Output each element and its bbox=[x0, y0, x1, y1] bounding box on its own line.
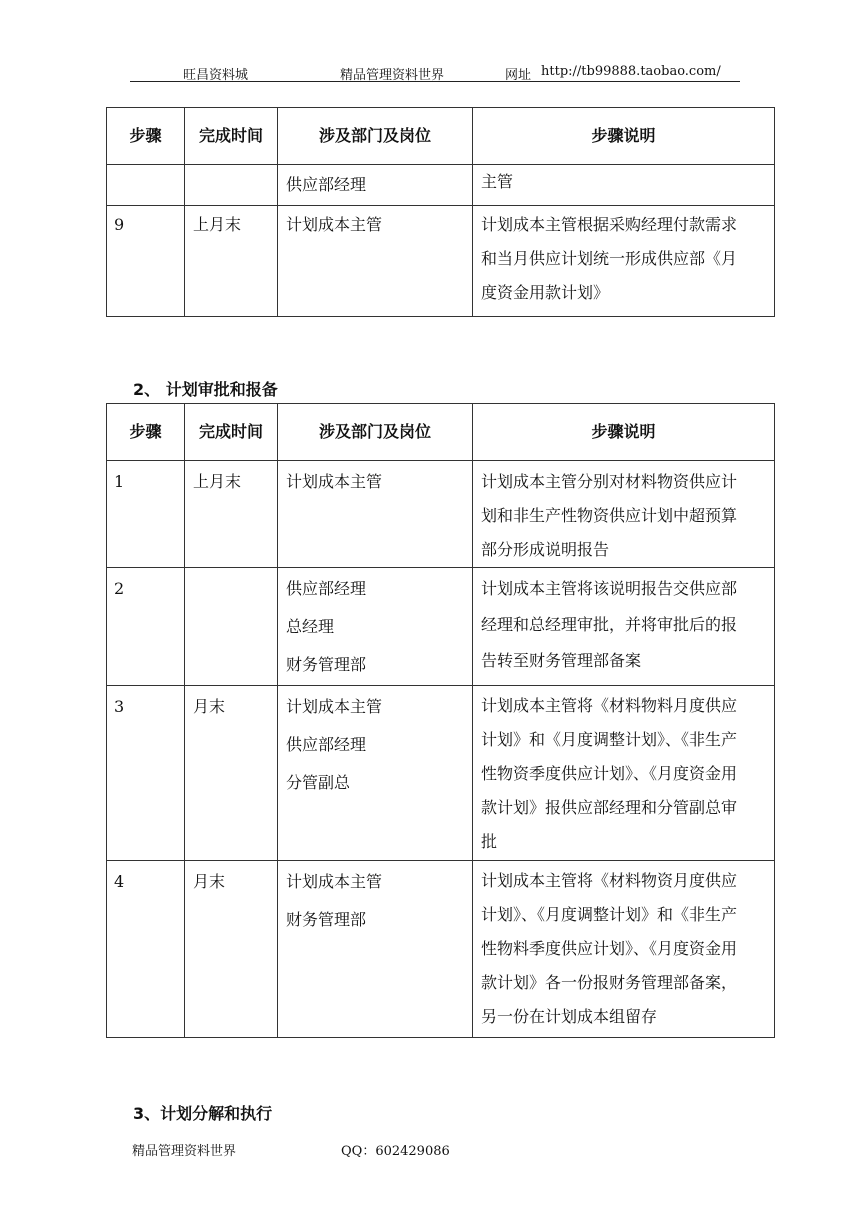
dept-line: 总经理 bbox=[286, 617, 335, 636]
desc-line: 计划》、《月度调整计划》和《非生产 bbox=[481, 905, 738, 924]
dept-line: 分管副总 bbox=[286, 773, 351, 792]
desc-line: 款计划》报供应部经理和分管副总审 bbox=[481, 798, 738, 817]
cell-dept bbox=[278, 568, 473, 686]
cell-dept bbox=[278, 861, 473, 1038]
cell-desc bbox=[473, 165, 775, 206]
desc-line: 部分形成说明报告 bbox=[481, 540, 610, 559]
cell-dept bbox=[278, 206, 473, 317]
cell-desc bbox=[473, 461, 775, 568]
cell-time bbox=[185, 568, 278, 686]
table-row bbox=[107, 861, 775, 1038]
header-rule bbox=[130, 81, 740, 82]
cell-time: 上月末 bbox=[185, 206, 278, 317]
cell-dept bbox=[278, 165, 473, 206]
col-header-step: 步骤 bbox=[107, 404, 185, 461]
desc-line: 性物料季度供应计划》、《月度资金用 bbox=[481, 939, 738, 958]
desc-line: 度资金用款计划》 bbox=[481, 283, 610, 302]
desc-line: 另一份在计划成本组留存 bbox=[481, 1007, 658, 1026]
cell-dept bbox=[278, 461, 473, 568]
cell-step: 3 bbox=[107, 686, 185, 861]
cell-time: 上月末 bbox=[185, 461, 278, 568]
cell-dept bbox=[278, 686, 473, 861]
col-header-time: 完成时间 bbox=[185, 108, 278, 165]
cell-time bbox=[185, 165, 278, 206]
dept-line: 供应部经理 bbox=[286, 579, 367, 598]
col-header-dept: 涉及部门及岗位 bbox=[278, 404, 473, 461]
header-url-label: 网址 bbox=[505, 68, 532, 83]
table-row bbox=[107, 568, 775, 686]
cell-time: 月末 bbox=[185, 861, 278, 1038]
section-3-title: 3、计划分解和执行 bbox=[133, 1104, 273, 1123]
table-row bbox=[107, 206, 775, 317]
footer-qq: QQ：602429086 bbox=[341, 1144, 450, 1159]
cell-time: 月末 bbox=[185, 686, 278, 861]
dept-line: 计划成本主管 bbox=[286, 872, 383, 891]
dept-line: 财务管理部 bbox=[286, 655, 367, 674]
dept-line: 供应部经理 bbox=[286, 175, 367, 194]
col-header-step: 步骤 bbox=[107, 108, 185, 165]
header-shop-name: 旺昌资料城 bbox=[183, 68, 249, 83]
page-footer bbox=[0, 1140, 868, 1158]
desc-line: 计划成本主管将该说明报告交供应部 bbox=[481, 579, 738, 598]
desc-line: 告转至财务管理部备案 bbox=[481, 651, 642, 670]
cell-desc bbox=[473, 686, 775, 861]
cell-step: 2 bbox=[107, 568, 185, 686]
desc-line: 计划成本主管将《材料物料月度供应 bbox=[481, 696, 738, 715]
desc-line: 和当月供应计划统一形成供应部《月 bbox=[481, 249, 738, 268]
desc-line: 经理和总经理审批，并将审批后的报 bbox=[481, 615, 738, 634]
cell-desc bbox=[473, 861, 775, 1038]
col-header-dept: 涉及部门及岗位 bbox=[278, 108, 473, 165]
table-approval bbox=[106, 403, 775, 1038]
desc-line: 主管 bbox=[481, 172, 514, 191]
cell-step: 4 bbox=[107, 861, 185, 1038]
desc-line: 计划》和《月度调整计划》、《非生产 bbox=[481, 730, 738, 749]
section-2-title: 2、 计划审批和报备 bbox=[133, 380, 278, 399]
cell-step: 1 bbox=[107, 461, 185, 568]
dept-line: 计划成本主管 bbox=[286, 215, 383, 234]
table-row bbox=[107, 686, 775, 861]
table-header-row bbox=[107, 404, 775, 461]
page-header bbox=[0, 64, 868, 82]
col-header-desc: 步骤说明 bbox=[473, 108, 775, 165]
footer-site-name: 精品管理资料世界 bbox=[132, 1144, 237, 1159]
cell-desc bbox=[473, 568, 775, 686]
desc-line: 计划成本主管将《材料物资月度供应 bbox=[481, 871, 738, 890]
table-continued bbox=[106, 107, 775, 317]
cell-step bbox=[107, 165, 185, 206]
table-header-row bbox=[107, 108, 775, 165]
col-header-desc: 步骤说明 bbox=[473, 404, 775, 461]
cell-step: 9 bbox=[107, 206, 185, 317]
header-url-link[interactable]: http://tb99888.taobao.com/ bbox=[541, 64, 721, 79]
dept-line: 计划成本主管 bbox=[286, 697, 383, 716]
desc-line: 计划成本主管分别对材料物资供应计 bbox=[481, 472, 738, 491]
col-header-time: 完成时间 bbox=[185, 404, 278, 461]
desc-line: 性物资季度供应计划》、《月度资金用 bbox=[481, 764, 738, 783]
cell-desc bbox=[473, 206, 775, 317]
table-row bbox=[107, 165, 775, 206]
desc-line: 划和非生产性物资供应计划中超预算 bbox=[481, 506, 738, 525]
desc-line: 计划成本主管根据采购经理付款需求 bbox=[481, 215, 738, 234]
desc-line: 批 bbox=[481, 832, 498, 851]
dept-line: 计划成本主管 bbox=[286, 472, 383, 491]
header-site-name: 精品管理资料世界 bbox=[340, 68, 445, 83]
dept-line: 财务管理部 bbox=[286, 910, 367, 929]
table-row bbox=[107, 461, 775, 568]
desc-line: 款计划》各一份报财务管理部备案， bbox=[481, 973, 738, 992]
dept-line: 供应部经理 bbox=[286, 735, 367, 754]
